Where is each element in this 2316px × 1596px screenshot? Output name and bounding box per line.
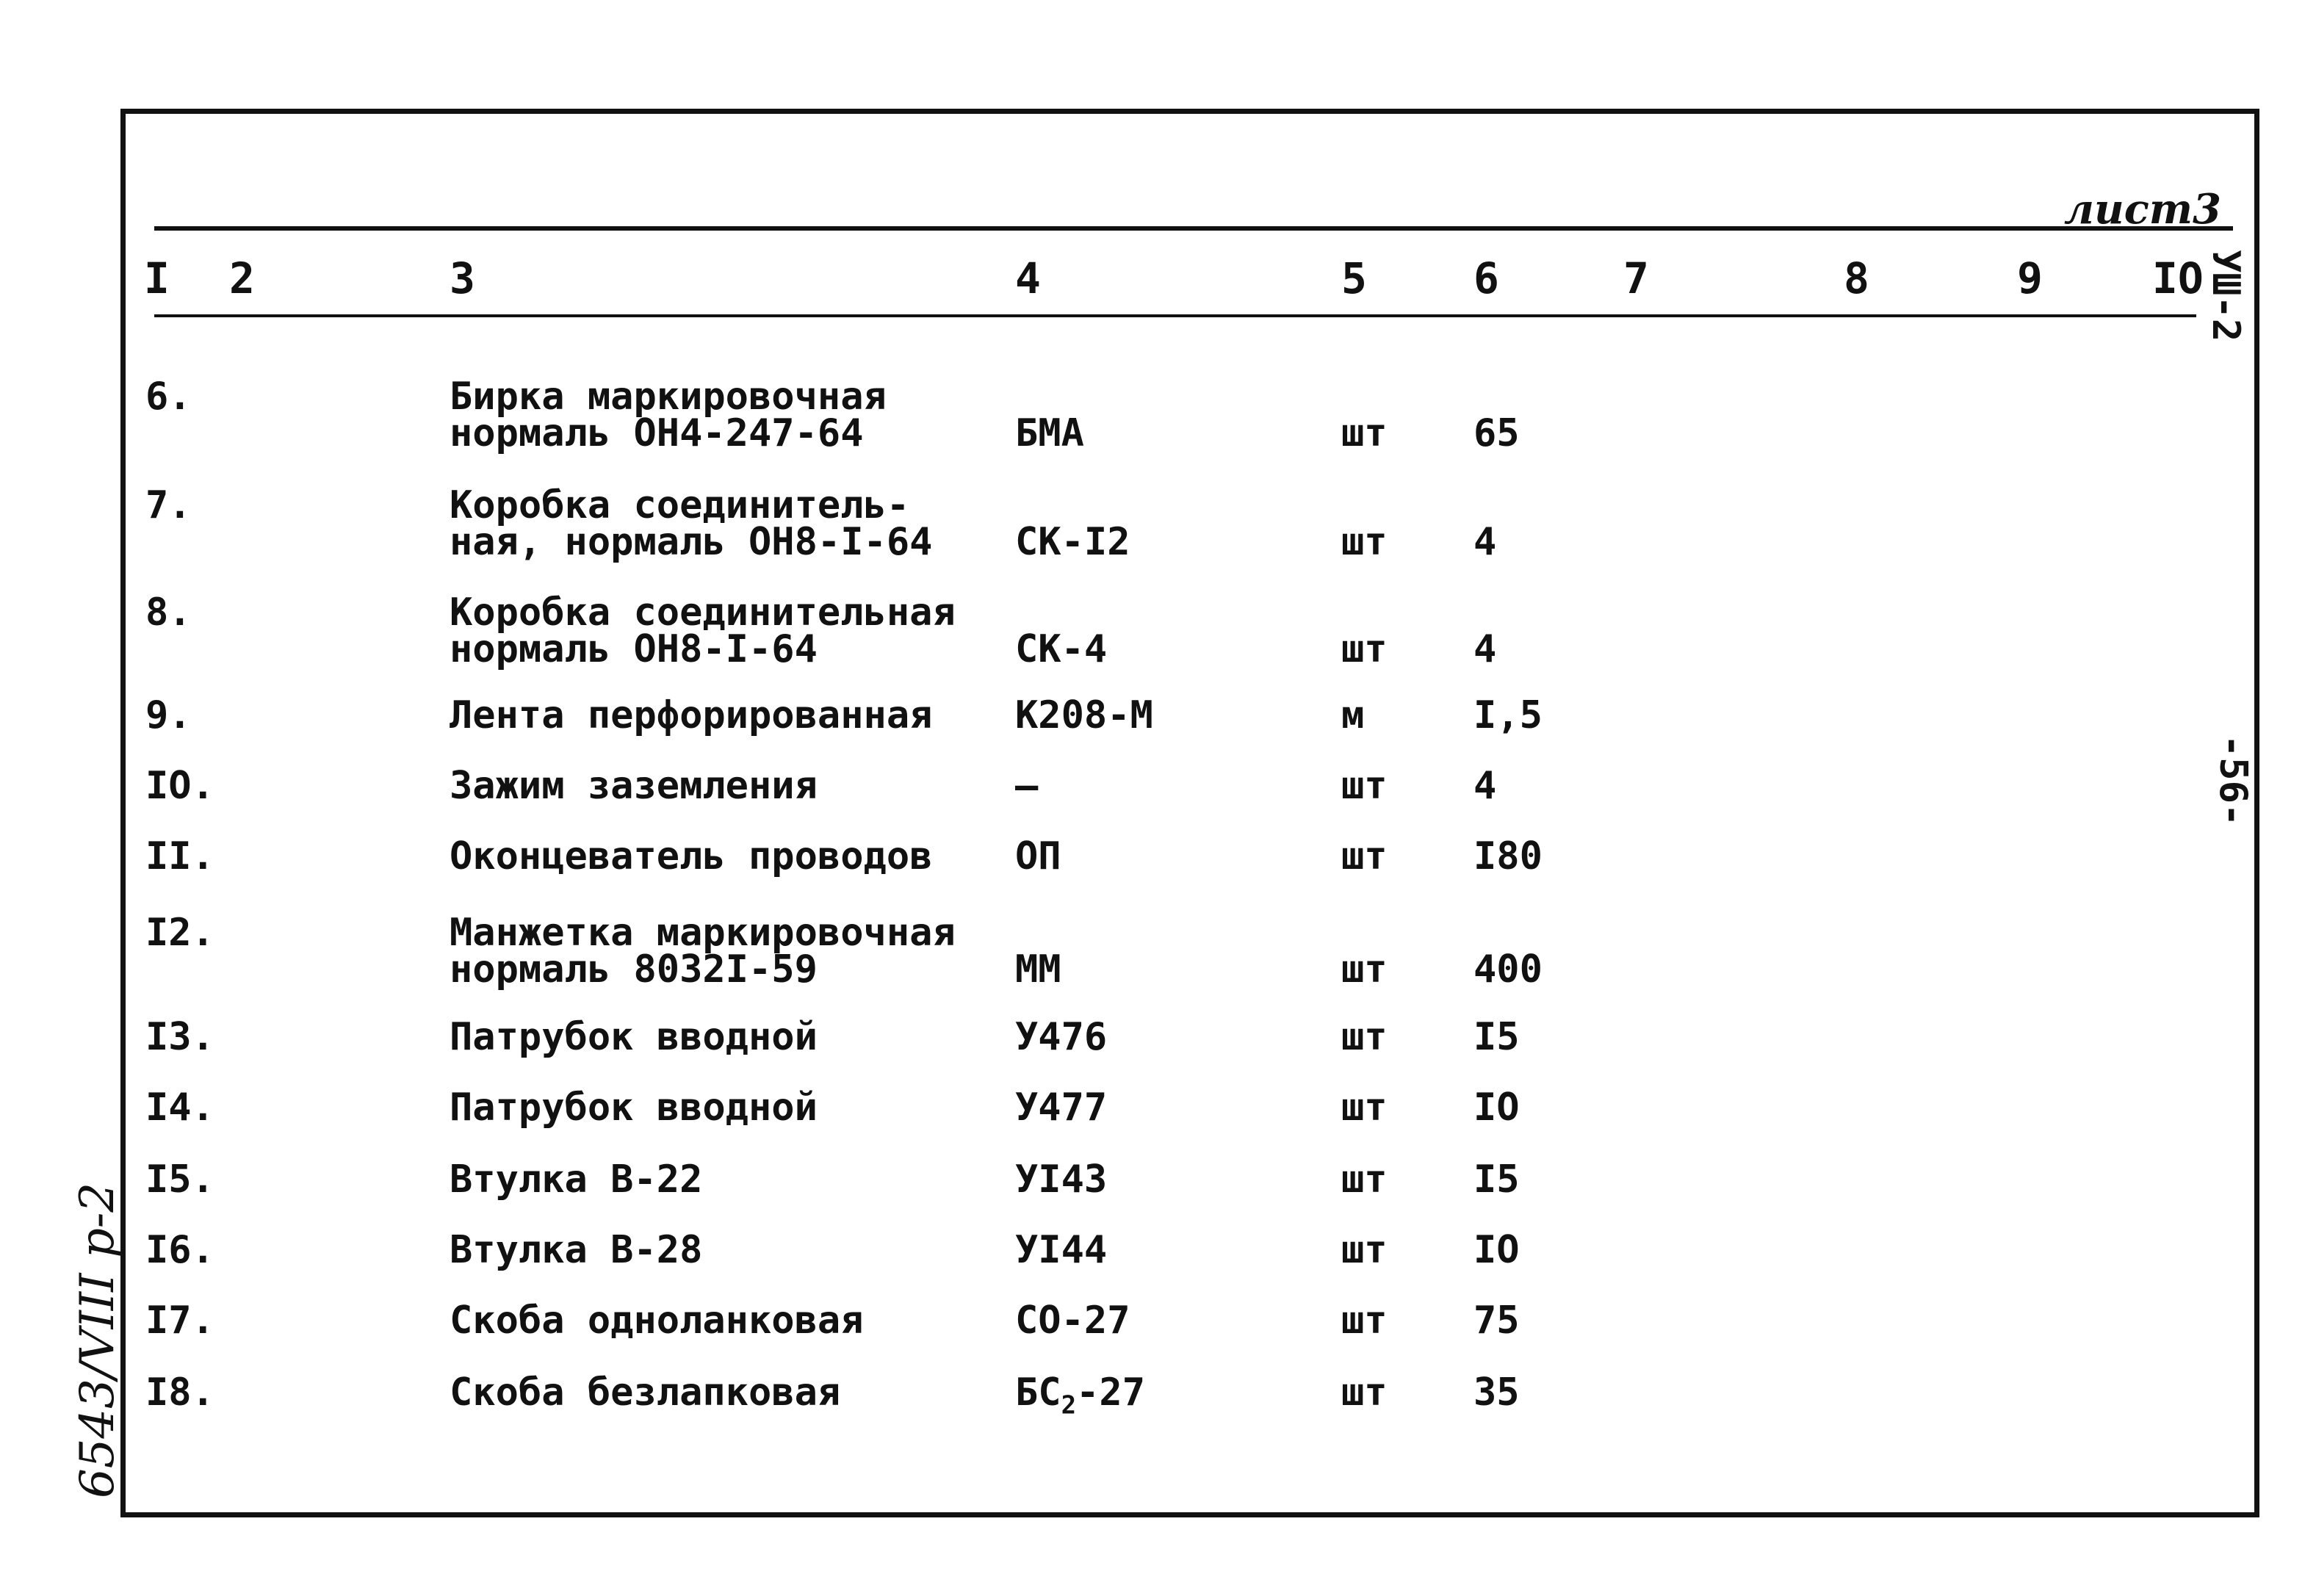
item-name: Патрубок вводной [450, 1086, 818, 1130]
col-header-3: 3 [450, 253, 475, 303]
item-type: УI43 [1015, 1158, 1108, 1202]
item-type: БМА [1015, 411, 1084, 455]
item-qty: I5 [1473, 1015, 1520, 1059]
item-qty: 400 [1473, 947, 1543, 992]
col-header-7: 7 [1623, 253, 1649, 303]
item-qty: 35 [1473, 1371, 1520, 1415]
item-type: СК-I2 [1015, 520, 1130, 564]
item-name-line1: Коробка соединитель- [450, 483, 910, 527]
item-type: СК-4 [1015, 627, 1108, 671]
col-header-5: 5 [1341, 253, 1367, 303]
item-unit: шт [1341, 1086, 1388, 1130]
col-header-9: 9 [2017, 253, 2043, 303]
row-number: 6. [145, 375, 192, 419]
item-name-line2: нормаль ОН8-I-64 [450, 627, 818, 671]
item-unit: шт [1341, 411, 1388, 455]
item-qty: I80 [1473, 834, 1543, 878]
item-unit: м [1341, 693, 1365, 737]
row-number: I3. [145, 1015, 214, 1059]
side-label-document-code: 6543/VIII р-2 [71, 1182, 125, 1498]
item-qty: 75 [1473, 1299, 1520, 1343]
row-number: 7. [145, 483, 192, 527]
item-unit: шт [1341, 1015, 1388, 1059]
item-unit: шт [1341, 520, 1388, 564]
item-qty: 4 [1473, 520, 1497, 564]
row-number: I5. [145, 1158, 214, 1202]
item-type: СО-27 [1015, 1299, 1130, 1343]
sheet-label: лист3 [2064, 185, 2222, 234]
item-type: ОП [1015, 834, 1061, 878]
item-qty: 4 [1473, 764, 1497, 808]
item-unit: шт [1341, 1371, 1388, 1415]
col-header-10: IO [2152, 253, 2204, 303]
item-qty: I,5 [1473, 693, 1543, 737]
item-unit: шт [1341, 627, 1388, 671]
col-header-8: 8 [1844, 253, 1869, 303]
item-unit: шт [1341, 834, 1388, 878]
item-name: Втулка В-28 [450, 1228, 703, 1272]
item-type: К208-М [1015, 693, 1153, 737]
item-name: Скоба безлапковая [450, 1371, 841, 1415]
document-frame [120, 109, 2259, 1517]
item-type: У477 [1015, 1086, 1108, 1130]
item-name-line1: Манжетка маркировочная [450, 911, 956, 955]
row-number: 8. [145, 591, 192, 635]
header-rule [154, 314, 2196, 317]
item-unit: шт [1341, 1299, 1388, 1343]
item-name: Патрубок вводной [450, 1015, 818, 1059]
item-type-tail: -27 [1076, 1371, 1146, 1415]
item-name-line2: нормаль 8032I-59 [450, 947, 818, 992]
item-name-line1: Бирка маркировочная [450, 375, 887, 419]
col-header-1: I [144, 253, 170, 303]
item-qty: IO [1473, 1086, 1520, 1130]
row-number: I8. [145, 1371, 214, 1415]
item-qty: I5 [1473, 1158, 1520, 1202]
row-number: I7. [145, 1299, 214, 1343]
row-number: II. [145, 834, 214, 878]
item-qty: 65 [1473, 411, 1520, 455]
item-name: Зажим заземления [450, 764, 818, 808]
item-name: Втулка В-22 [450, 1158, 703, 1202]
item-name-line2: нормаль ОН4-247-64 [450, 411, 864, 455]
item-name: Оконцеватель проводов [450, 834, 933, 878]
item-qty: 4 [1473, 627, 1497, 671]
top-rule [154, 226, 2233, 231]
item-unit: шт [1341, 764, 1388, 808]
row-number: I2. [145, 911, 214, 955]
item-name-line1: Коробка соединительная [450, 591, 956, 635]
item-name: Скоба одноланковая [450, 1299, 864, 1343]
item-type-main: БС [1015, 1371, 1061, 1415]
item-type-subscript: 2 [1061, 1390, 1077, 1420]
item-type: УI44 [1015, 1228, 1108, 1272]
item-type: — [1015, 764, 1039, 808]
col-header-6: 6 [1473, 253, 1499, 303]
item-name-line2: ная, нормаль ОН8-I-64 [450, 520, 933, 564]
item-unit: шт [1341, 1158, 1388, 1202]
col-header-2: 2 [229, 253, 255, 303]
item-type [1015, 1372, 1145, 1426]
side-label-page-number: -56- [2211, 734, 2255, 827]
row-number: I4. [145, 1086, 214, 1130]
row-number: IO. [145, 764, 214, 808]
item-unit: шт [1341, 947, 1388, 992]
side-label-right-top: УШ-2 [2204, 250, 2248, 342]
row-number: 9. [145, 693, 192, 737]
item-type: ММ [1015, 947, 1061, 992]
item-unit: шт [1341, 1228, 1388, 1272]
row-number: I6. [145, 1228, 214, 1272]
item-type: У476 [1015, 1015, 1108, 1059]
item-name: Лента перфорированная [450, 693, 933, 737]
item-qty: IO [1473, 1228, 1520, 1272]
col-header-4: 4 [1015, 253, 1041, 303]
